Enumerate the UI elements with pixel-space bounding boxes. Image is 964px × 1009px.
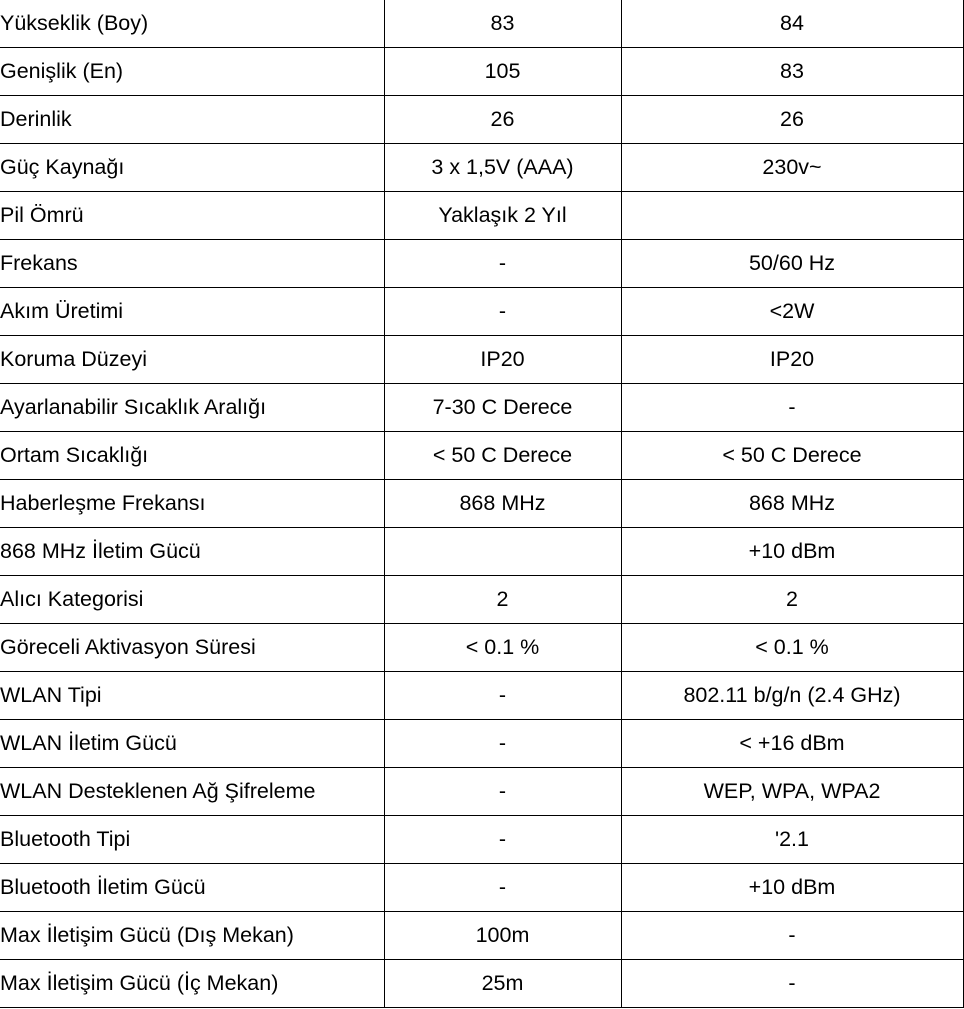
row-value-col2: - (621, 912, 963, 960)
table-row (0, 816, 963, 864)
row-value-col2: 26 (621, 96, 963, 144)
table-row (0, 96, 963, 144)
row-label: Bluetooth İletim Gücü (0, 864, 384, 912)
row-label: Göreceli Aktivasyon Süresi (0, 624, 384, 672)
row-value-col1: 7-30 C Derece (384, 384, 621, 432)
row-value-col2: IP20 (621, 336, 963, 384)
row-label: Derinlik (0, 96, 384, 144)
row-value-col2: 802.11 b/g/n (2.4 GHz) (621, 672, 963, 720)
table-row (0, 864, 963, 912)
row-value-col1: IP20 (384, 336, 621, 384)
row-value-col2: - (621, 960, 963, 1008)
table-row (0, 912, 963, 960)
table-row (0, 768, 963, 816)
row-label: Güç Kaynağı (0, 144, 384, 192)
row-label: Ayarlanabilir Sıcaklık Aralığı (0, 384, 384, 432)
table-row (0, 672, 963, 720)
table-row (0, 240, 963, 288)
row-value-col2: < 50 C Derece (621, 432, 963, 480)
row-label: Genişlik (En) (0, 48, 384, 96)
row-value-col1: - (384, 672, 621, 720)
table-row (0, 480, 963, 528)
row-value-col1: 100m (384, 912, 621, 960)
row-value-col1: 83 (384, 0, 621, 48)
row-value-col1: - (384, 288, 621, 336)
table-row (0, 576, 963, 624)
row-value-col1: - (384, 864, 621, 912)
table-row (0, 48, 963, 96)
row-label: Frekans (0, 240, 384, 288)
row-value-col2: <2W (621, 288, 963, 336)
row-value-col2: - (621, 384, 963, 432)
row-label: Pil Ömrü (0, 192, 384, 240)
row-label: Ortam Sıcaklığı (0, 432, 384, 480)
row-value-col1: < 0.1 % (384, 624, 621, 672)
row-value-col1: 25m (384, 960, 621, 1008)
table-row (0, 144, 963, 192)
row-label: Haberleşme Frekansı (0, 480, 384, 528)
row-value-col2: 84 (621, 0, 963, 48)
table-row (0, 528, 963, 576)
table-row (0, 624, 963, 672)
row-label: Alıcı Kategorisi (0, 576, 384, 624)
row-value-col2: < 0.1 % (621, 624, 963, 672)
row-value-col1: < 50 C Derece (384, 432, 621, 480)
row-value-col1: 868 MHz (384, 480, 621, 528)
row-value-col1: 2 (384, 576, 621, 624)
row-label: 868 MHz İletim Gücü (0, 528, 384, 576)
row-label: WLAN Desteklenen Ağ Şifreleme (0, 768, 384, 816)
row-value-col2: WEP, WPA, WPA2 (621, 768, 963, 816)
table-row (0, 336, 963, 384)
row-label: Max İletişim Gücü (İç Mekan) (0, 960, 384, 1008)
row-value-col2: +10 dBm (621, 864, 963, 912)
row-value-col2: 868 MHz (621, 480, 963, 528)
row-label: Koruma Düzeyi (0, 336, 384, 384)
row-value-col2: < +16 dBm (621, 720, 963, 768)
table-row (0, 288, 963, 336)
table-row (0, 384, 963, 432)
row-label: Bluetooth Tipi (0, 816, 384, 864)
row-value-col1: - (384, 720, 621, 768)
table-row (0, 192, 963, 240)
row-value-col2: +10 dBm (621, 528, 963, 576)
table-row (0, 432, 963, 480)
row-value-col2: 230v~ (621, 144, 963, 192)
row-value-col1: - (384, 768, 621, 816)
row-value-col1: - (384, 240, 621, 288)
row-value-col2 (621, 192, 963, 240)
row-value-col1: 3 x 1,5V (AAA) (384, 144, 621, 192)
row-value-col1 (384, 528, 621, 576)
row-value-col2: 50/60 Hz (621, 240, 963, 288)
table-row (0, 720, 963, 768)
row-value-col1: 105 (384, 48, 621, 96)
row-value-col1: 26 (384, 96, 621, 144)
row-label: WLAN Tipi (0, 672, 384, 720)
row-value-col1: - (384, 816, 621, 864)
row-label: WLAN İletim Gücü (0, 720, 384, 768)
table-row (0, 960, 963, 1008)
row-label: Yükseklik (Boy) (0, 0, 384, 48)
row-value-col2: 2 (621, 576, 963, 624)
row-label: Akım Üretimi (0, 288, 384, 336)
row-value-col2: 83 (621, 48, 963, 96)
row-value-col1: Yaklaşık 2 Yıl (384, 192, 621, 240)
table-row (0, 0, 963, 48)
row-value-col2: '2.1 (621, 816, 963, 864)
row-label: Max İletişim Gücü (Dış Mekan) (0, 912, 384, 960)
